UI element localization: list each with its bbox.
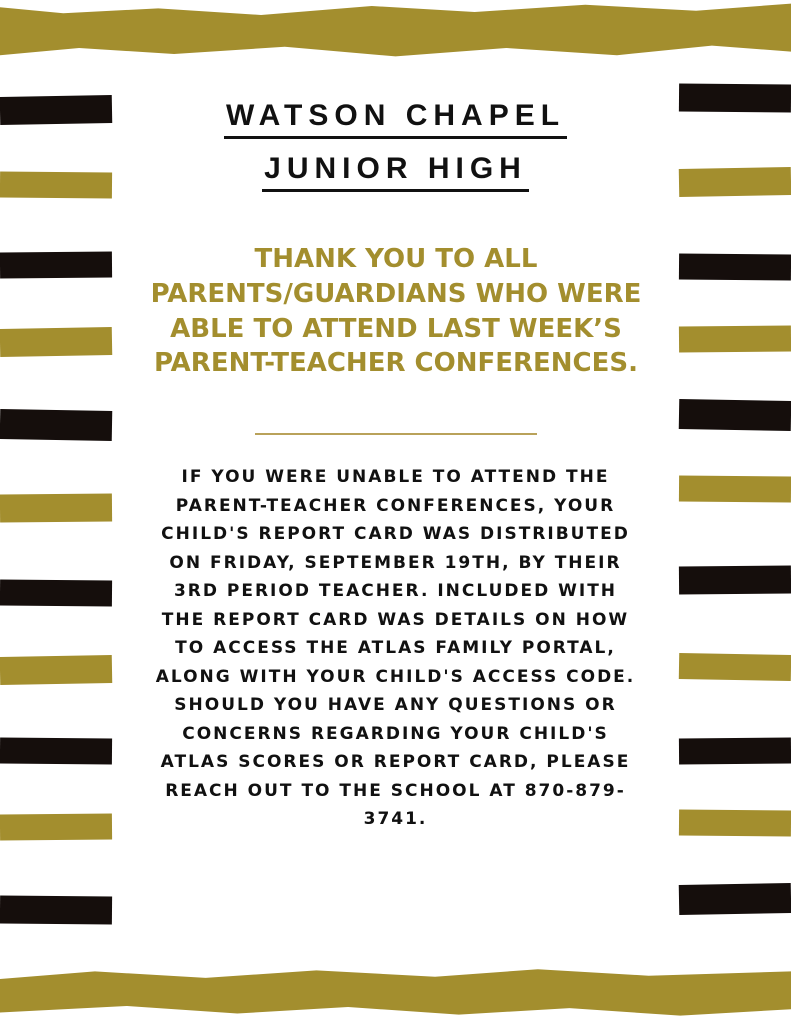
flyer-content xyxy=(150,92,641,834)
right-stripe-gold xyxy=(679,326,791,353)
left-stripe-gold xyxy=(0,655,112,685)
right-stripe-black xyxy=(679,738,791,765)
school-name-line2: JUNIOR HIGH xyxy=(262,151,529,192)
right-stripe-gold xyxy=(679,810,791,837)
left-stripe-black xyxy=(0,580,112,607)
right-stripe-gold xyxy=(679,653,791,681)
left-stripe-black xyxy=(0,738,112,765)
right-stripe-gold xyxy=(679,167,791,197)
section-divider xyxy=(255,433,537,435)
right-stripe-black xyxy=(679,399,791,431)
right-stripe-gold xyxy=(679,476,791,503)
left-stripe-gold xyxy=(0,494,112,523)
right-stripe-black xyxy=(679,254,791,281)
left-stripe-black xyxy=(0,95,112,125)
right-stripe-black xyxy=(679,84,791,113)
right-stripe-black xyxy=(679,883,791,915)
thank-you-message: THANK YOU TO ALL PARENTS/GUARDIANS WHO WERE ABLE TO ATTEND LAST WEEK’S PARENT-TEACHER CONFERENCES. xyxy=(150,244,642,379)
left-stripe-gold xyxy=(0,172,112,199)
top-gold-brush-stroke xyxy=(0,0,791,60)
bottom-gold-brush-stroke xyxy=(0,966,791,1020)
report-card-notice: IF YOU WERE UNABLE TO ATTEND THE PARENT-TEACHER CONFERENCES, YOUR CHILD'S REPORT CARD WAS DISTRIBUTED ON FRIDAY, SEPTEMBER 19TH, BY THEIR 3RD PERIOD TEACHER. INCLUDED WITH THE REPORT CARD WAS DETAILS ON HOW TO ACCESS THE ATLAS FAMILY PORTAL, ALONG WITH YOUR CHILD'S ACCESS CODE. SHOULD YOU HAVE ANY QUESTIONS OR CONCERNS REGARDING YOUR CHILD'S ATLAS SCORES OR REPORT CARD, PLEASE REACH OUT TO THE SCHOOL AT 870-879-3741. xyxy=(155,467,636,830)
school-name-line1: WATSON CHAPEL xyxy=(224,98,567,139)
right-stripe-black xyxy=(679,566,791,595)
left-stripe-gold xyxy=(0,814,112,841)
school-name-heading xyxy=(150,92,641,192)
left-stripe-black xyxy=(0,252,112,279)
left-stripe-black xyxy=(0,409,112,441)
left-stripe-gold xyxy=(0,327,112,357)
left-stripe-black xyxy=(0,896,112,925)
